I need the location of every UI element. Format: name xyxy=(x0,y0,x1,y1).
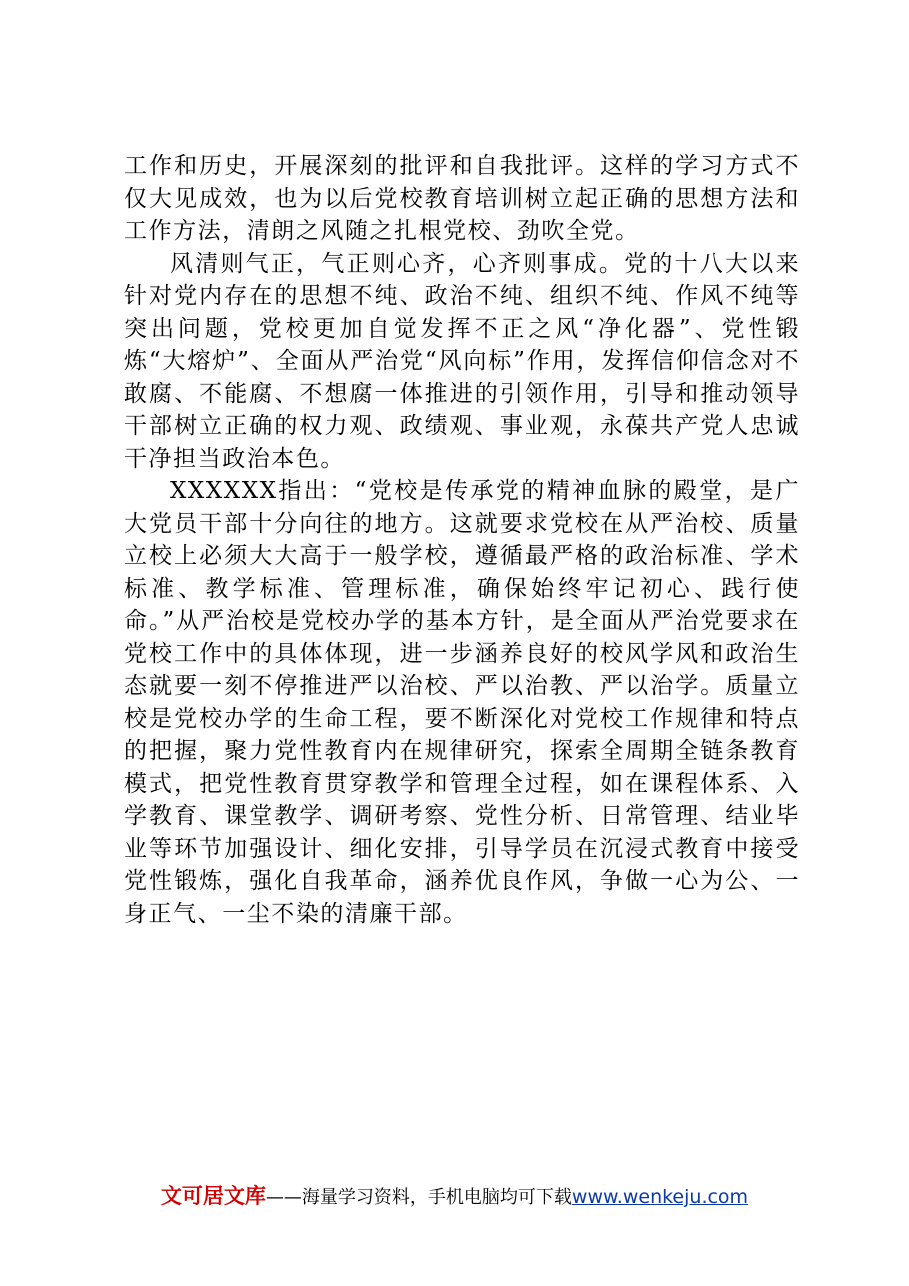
paragraph-3: XXXXXX指出：“党校是传承党的精神血脉的殿堂，是广大党员干部十分向往的地方。这就要求党校在从严治校、质量立校上必须大大高于一般学校，遵循最严格的政治标准、学术标准、教学标准、管理标准，确保始终牢记初心、践行使命。”从严治校是党校办学的基本方针，是全面从严治党要求在党校工作中的具体体现，进一步涵养良好的校风学风和政治生态就要一刻不停推进严以治校、严以治教、严以治学。质量立校是党校办学的生命工程，要不断深化对党校工作规律和特点的把握，聚力党性教育内在规律研究，探索全周期全链条教育模式，把党性教育贯穿教学和管理全过程，如在课程体系、入学教育、课堂教学、调研考察、党性分析、日常管理、结业毕业等环节加强设计、细化安排，引导学员在沉浸式教育中接受党性锻炼，强化自我革命，涵养优良作风，争做一心为公、一身正气、一尘不染的清廉干部。 xyxy=(124,478,800,927)
paragraph-2: 风清则气正，气正则心齐，心齐则事成。党的十八大以来针对党内存在的思想不纯、政治不纯、组织不纯、作风不纯等突出问题，党校更加自觉发挥不正之风“净化器”、党性锻炼“大熔炉”、全面从严治党“风向标”作用，发挥信仰信念对不敢腐、不能腐、不想腐一体推进的引领作用，引导和推动领导干部树立正确的权力观、政绩观、事业观，永葆共产党人忠诚干净担当政治本色。 xyxy=(124,250,800,472)
footer-tagline: ——海量学习资料，手机电脑均可下载 xyxy=(265,1187,572,1208)
footer-brand: 文可居文库 xyxy=(160,1184,266,1208)
footer-banner xyxy=(0,1180,909,1210)
footer-link[interactable]: www.wenkeju.com xyxy=(571,1186,749,1208)
paragraph-1: 工作和历史，开展深刻的批评和自我批评。这样的学习方式不仅大见成效，也为以后党校教育培训树立起正确的思想方法和工作方法，清朗之风随之扎根党校、劲吹全党。 xyxy=(124,153,800,244)
document-body xyxy=(124,150,800,930)
